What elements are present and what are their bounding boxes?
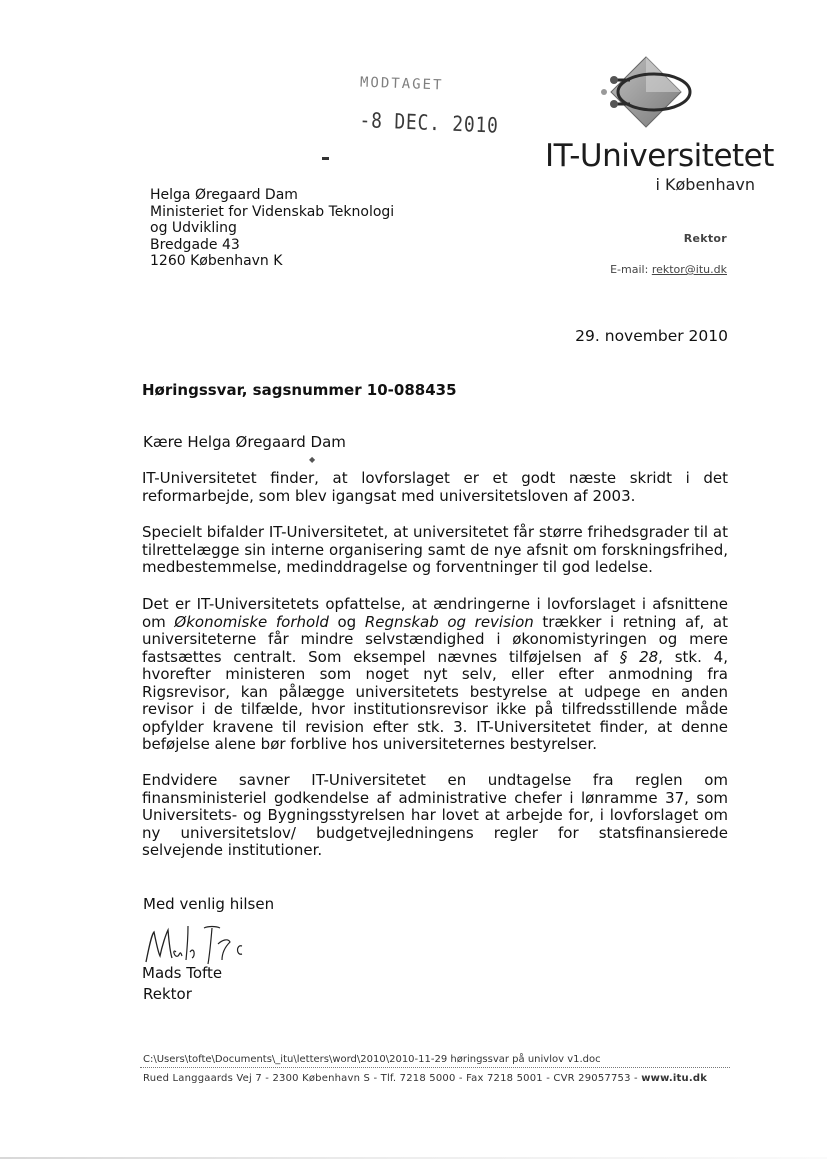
signatory-name: Mads Tofte <box>142 964 223 982</box>
signatory-title: Rektor <box>143 985 192 1003</box>
address-line: Ministeriet for Videnskab Teknologi <box>150 203 395 220</box>
footer-address: Rued Langgaards Vej 7 - 2300 København S - Tlf. 7218 5000 - Fax 7218 5001 - CVR 29057753 - <box>143 1073 642 1084</box>
letter-date: 29. november 2010 <box>575 327 728 345</box>
p3-emphasis-regnskab: Regnskab og revision <box>364 612 534 631</box>
address-line: og Udvikling <box>150 220 237 236</box>
p3-text: trækker i retning af, at universiteterne får mindre selvstændighed i økonomistyringen og mere fastsættes centralt. Som eksempel nævnes tilføjelsen af <box>142 612 728 666</box>
footer-contact <box>143 1073 707 1084</box>
letter-closing: Med venlig hilsen <box>143 895 275 913</box>
address-line: Bredgade 43 <box>150 236 240 253</box>
footer-website-link[interactable]: www.itu.dk <box>641 1073 708 1084</box>
address-line: Helga Øregaard Dam <box>150 187 298 203</box>
document-file-path: C:\Users\tofte\Documents\_itu\letters\word\2010\2010-11-29 høringssvar på univlov v1.doc <box>143 1054 601 1065</box>
scan-speck: ◆ <box>309 455 316 464</box>
institution-location: i København <box>655 175 755 194</box>
p3-emphasis-paragraph: § 28 <box>619 647 659 666</box>
address-line: 1260 København K <box>150 253 283 269</box>
received-stamp-label: MODTAGET <box>359 74 444 94</box>
received-stamp-date: -8 DEC. 2010 <box>359 108 500 138</box>
letter-greeting: Kære Helga Øregaard Dam <box>143 433 346 451</box>
p3-text: og <box>328 612 365 631</box>
body-paragraph-4: Endvidere savner IT-Universitetet en undtagelse fra reglen om finansministeriel godkendelse af administrative chefer i lønramme 37, som Universitets- og Bygningsstyrelsen har lovet at arbejde for, i lovforslaget om ny universitetslov/ budgetvejledningens regler for statsfinansierede selvejende institutioner. <box>142 771 728 859</box>
sender-email <box>610 263 727 276</box>
margin-mark <box>322 157 329 160</box>
p3-text: Det er IT-Universitetets opfattelse, at ændringerne i lovforslaget i afsnittene om <box>142 595 728 631</box>
email-link[interactable]: rektor@itu.dk <box>651 263 727 276</box>
institution-name: IT-Universitetet <box>545 138 774 174</box>
scan-edge <box>0 1157 827 1159</box>
sender-role: Rektor <box>683 232 727 245</box>
footer-divider <box>140 1067 730 1068</box>
body-paragraph-2: Specielt bifalder IT-Universitetet, at universitetet får større frihedsgrader til at tilrettelægge sin interne organisering samt de nye afsnit om forskningsfrihed, medbestemmelse, medinddragelse og forventninger til god ledelse. <box>142 523 728 576</box>
body-paragraph-1: IT-Universitetet finder, at lovforslaget er et godt næste skridt i det reformarbejde, som blev igangsat med universitetsloven af 2003. <box>142 469 728 505</box>
email-label: E-mail: <box>610 263 649 276</box>
p3-emphasis-okonomi: Økonomiske forhold <box>174 612 329 631</box>
letter-subject: Høringssvar, sagsnummer 10-088435 <box>142 381 457 399</box>
handwritten-signature <box>138 912 268 972</box>
p3-text: , stk. 4, hvorefter ministeren som noget nyt selv, eller efter anmodning fra Rigsrevisor, kan pålægge universitetets bestyrelse at udpege en anden revisor i de tilfælde, hvor institutionsrevisor ikke på tilfredsstillende måde opfylder kravene til revision efter stk. 3. IT-Universitetet finder, at denne beføjelse alene bør forblive hos universiteternes bestyrelser. <box>142 647 728 753</box>
body-paragraph-3 <box>142 596 728 754</box>
recipient-address <box>150 187 394 270</box>
itu-logo-icon <box>596 52 708 132</box>
